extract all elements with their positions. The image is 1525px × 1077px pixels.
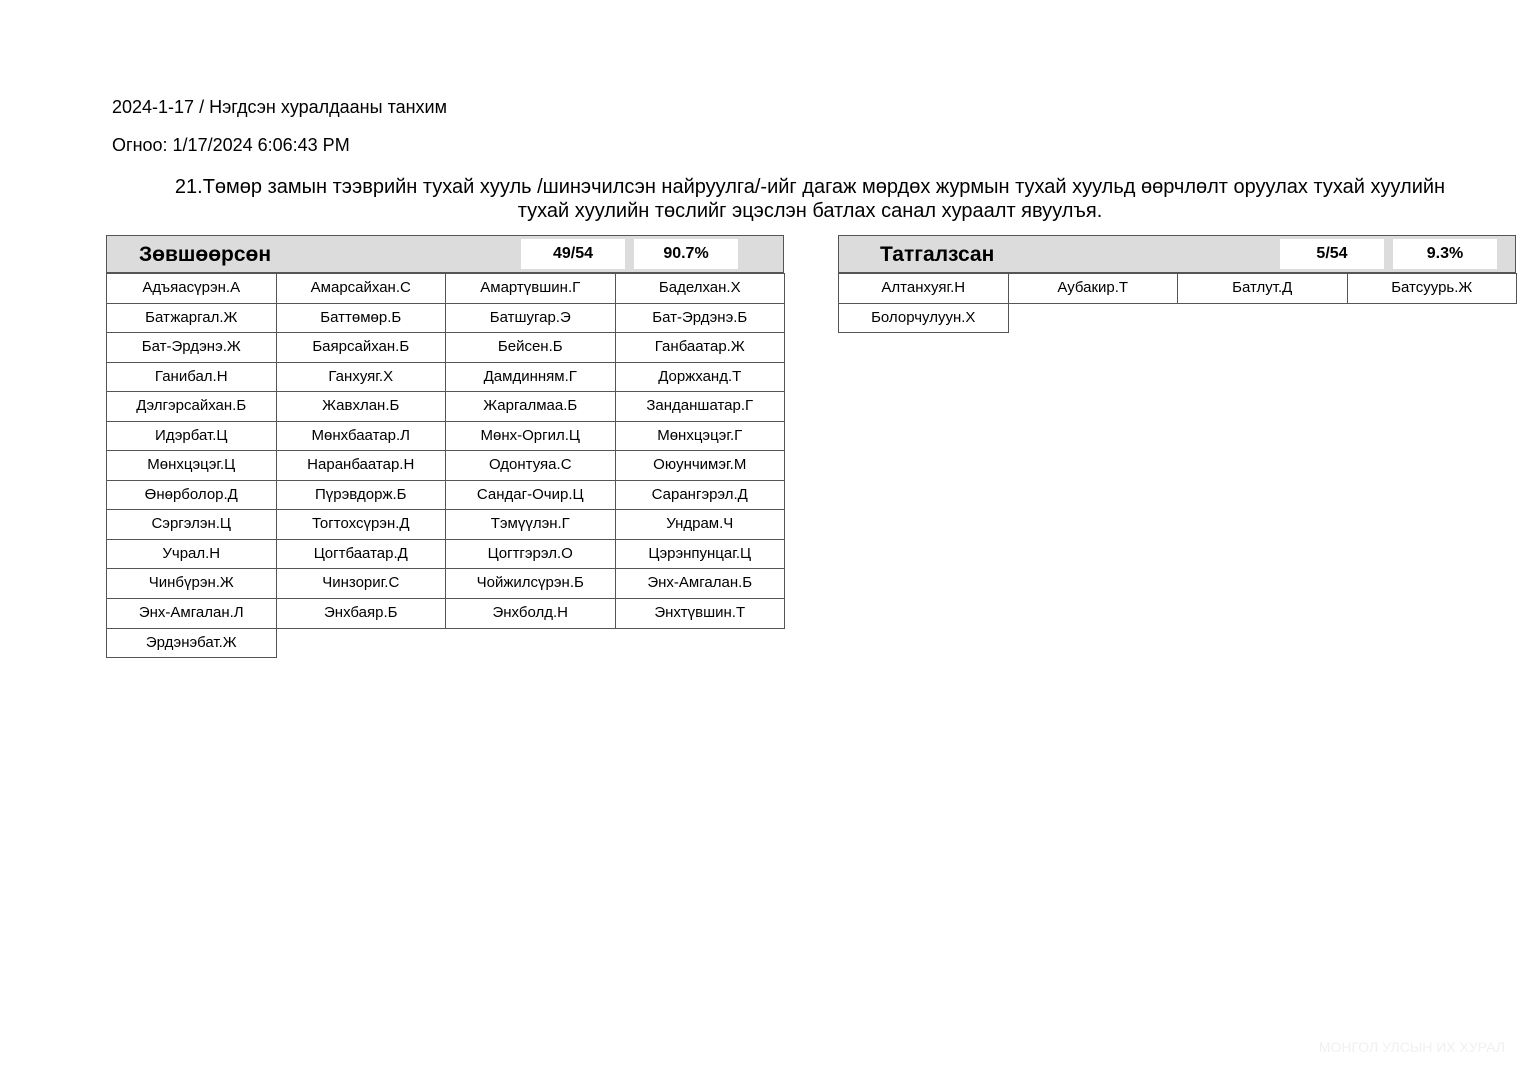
approved-member-cell: Дамдинням.Г	[445, 362, 616, 393]
approved-member-cell: Ганбаатар.Ж	[615, 332, 786, 363]
approved-member-cell: Сарангэрэл.Д	[615, 480, 786, 511]
approved-count: 49/54	[521, 239, 625, 269]
approved-member-cell: Өнөрболор.Д	[106, 480, 277, 511]
approved-member-cell: Ундрам.Ч	[615, 509, 786, 540]
approved-member-cell: Мөнхцэцэг.Г	[615, 421, 786, 452]
approved-member-cell: Цогтгэрэл.О	[445, 539, 616, 570]
approved-member-cell: Мөнх-Оргил.Ц	[445, 421, 616, 452]
date-line	[112, 135, 350, 156]
date-label: Огноо:	[112, 135, 168, 155]
approved-member-cell: Эрдэнэбат.Ж	[106, 628, 277, 659]
approved-member-cell: Учрал.Н	[106, 539, 277, 570]
approved-member-cell: Сэргэлэн.Ц	[106, 509, 277, 540]
approved-member-cell: Цэрэнпунцаг.Ц	[615, 539, 786, 570]
approved-member-cell: Цогтбаатар.Д	[276, 539, 447, 570]
approved-member-cell: Баярсайхан.Б	[276, 332, 447, 363]
approved-member-cell: Энхболд.Н	[445, 598, 616, 629]
approved-member-cell: Мөнхцэцэг.Ц	[106, 450, 277, 481]
approved-member-cell: Энхтүвшин.Т	[615, 598, 786, 629]
rejected-member-cell: Батсуурь.Ж	[1347, 273, 1518, 304]
approved-member-cell: Чинзориг.С	[276, 568, 447, 599]
approved-title: Зөвшөөрсөн	[139, 243, 272, 266]
approved-names-grid	[106, 273, 784, 657]
approved-header	[106, 235, 784, 273]
rejected-block	[838, 235, 1516, 332]
rejected-member-cell: Аубакир.Т	[1008, 273, 1179, 304]
approved-member-cell: Бейсен.Б	[445, 332, 616, 363]
approved-member-cell: Бат-Эрдэнэ.Ж	[106, 332, 277, 363]
rejected-count: 5/54	[1280, 239, 1384, 269]
agenda-title: 21.Төмөр замын тээврийн тухай хууль /шинэчилсэн найруулга/-ийг дагаж мөрдөх журмын тухай хуульд өөрчлөлт оруулах тухай хуулийн тухай хуулийн төслийг эцэслэн батлах санал хураалт явуулъя.	[174, 176, 1446, 222]
date-value: 1/17/2024 6:06:43 PM	[172, 135, 350, 155]
rejected-names-grid	[838, 273, 1516, 332]
approved-member-cell: Идэрбат.Ц	[106, 421, 277, 452]
approved-member-cell: Энх-Амгалан.Б	[615, 568, 786, 599]
rejected-member-cell: Алтанхуяг.Н	[838, 273, 1009, 304]
session-line	[112, 97, 447, 118]
approved-member-cell: Батшугар.Э	[445, 303, 616, 334]
approved-member-cell: Баделхан.Х	[615, 273, 786, 304]
approved-percent: 90.7%	[634, 239, 738, 269]
approved-member-cell: Бат-Эрдэнэ.Б	[615, 303, 786, 334]
approved-member-cell: Доржханд.Т	[615, 362, 786, 393]
approved-member-cell: Наранбаатар.Н	[276, 450, 447, 481]
approved-member-cell: Занданшатар.Г	[615, 391, 786, 422]
rejected-member-cell: Болорчулуун.Х	[838, 303, 1009, 334]
rejected-header	[838, 235, 1516, 273]
rejected-percent: 9.3%	[1393, 239, 1497, 269]
approved-member-cell: Пүрэвдорж.Б	[276, 480, 447, 511]
approved-member-cell: Чинбүрэн.Ж	[106, 568, 277, 599]
approved-member-cell: Адъяасүрэн.А	[106, 273, 277, 304]
approved-member-cell: Жавхлан.Б	[276, 391, 447, 422]
approved-member-cell: Тэмүүлэн.Г	[445, 509, 616, 540]
approved-member-cell: Энх-Амгалан.Л	[106, 598, 277, 629]
approved-member-cell: Мөнхбаатар.Л	[276, 421, 447, 452]
approved-member-cell: Амартүвшин.Г	[445, 273, 616, 304]
approved-member-cell: Ганхуяг.Х	[276, 362, 447, 393]
watermark: МОНГОЛ УЛСЫН ИХ ХУРАЛ	[1318, 1039, 1505, 1055]
approved-member-cell: Амарсайхан.С	[276, 273, 447, 304]
approved-member-cell: Жаргалмаа.Б	[445, 391, 616, 422]
rejected-title: Татгалзсан	[880, 243, 995, 266]
approved-member-cell: Батжаргал.Ж	[106, 303, 277, 334]
approved-member-cell: Дэлгэрсайхан.Б	[106, 391, 277, 422]
rejected-member-cell: Батлут.Д	[1177, 273, 1348, 304]
approved-member-cell: Энхбаяр.Б	[276, 598, 447, 629]
approved-member-cell: Одонтуяа.С	[445, 450, 616, 481]
approved-member-cell: Сандаг-Очир.Ц	[445, 480, 616, 511]
approved-member-cell: Баттөмөр.Б	[276, 303, 447, 334]
approved-member-cell: Ганибал.Н	[106, 362, 277, 393]
approved-member-cell: Чойжилсүрэн.Б	[445, 568, 616, 599]
approved-member-cell: Оюунчимэг.М	[615, 450, 786, 481]
approved-member-cell: Тогтохсүрэн.Д	[276, 509, 447, 540]
approved-block	[106, 235, 784, 657]
session-text: 2024-1-17 / Нэгдсэн хуралдааны танхим	[112, 97, 447, 117]
